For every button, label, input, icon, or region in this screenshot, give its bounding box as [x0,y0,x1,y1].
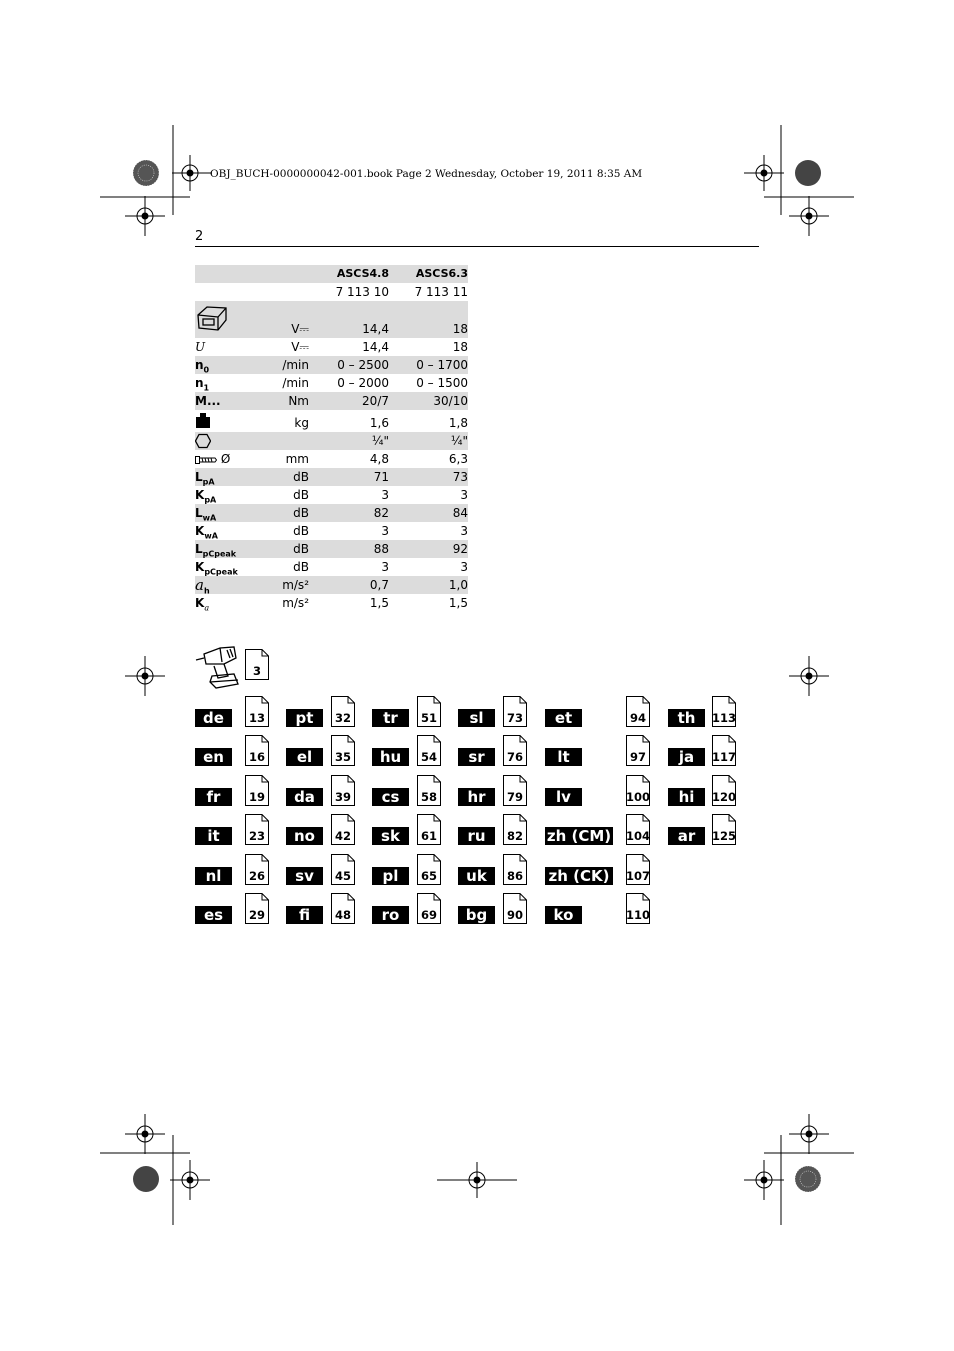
language-label: th [668,709,705,727]
page-number-label: 23 [248,829,265,843]
language-label: de [195,709,232,727]
page-number-label: 120 [712,790,737,804]
table-row: V⎓ 14,4 18 [195,301,468,338]
page-reference-icon [417,814,441,845]
page-reference-icon [626,854,650,885]
page-number-label: 117 [712,750,737,764]
page-reference-icon [331,775,355,806]
order-number: 7 113 10 [335,285,389,299]
spec-table [195,265,468,612]
page-number-label: 26 [248,869,265,883]
table-row: U V⎓ 14,4 18 [195,340,468,354]
language-label: no [286,827,323,845]
language-label: sl [458,709,495,727]
weight-icon [195,412,211,434]
page-reference-icon [626,893,650,924]
language-label: ru [458,827,495,845]
page-reference-icon [503,696,527,727]
table-row: M... Nm 20/7 30/10 [195,394,468,408]
page-reference-icon [245,735,269,766]
order-number-row [195,283,468,301]
page-number-label: 29 [248,908,265,922]
language-label: ja [668,748,705,766]
language-label: fr [195,788,232,806]
table-row: $n_0$ /min 0 – 2500 0 – 1700 [195,358,468,375]
language-label: lv [545,788,582,806]
page-number-label: 58 [420,790,437,804]
page-reference-icon [712,814,736,845]
language-label: da [286,788,323,806]
page-number-label: 73 [506,711,523,725]
language-label: sv [286,867,323,885]
language-label: nl [195,867,232,885]
page-reference-icon [331,696,355,727]
table-row: $K_a$ m/s² 1,5 1,5 [195,596,468,613]
page-reference-icon [331,893,355,924]
print-file-info: OBJ_BUCH-0000000042-001.book Page 2 Wednesday, October 19, 2011 8:35 AM [210,168,643,180]
page-number-label: 35 [334,750,351,764]
page-reference-icon [503,814,527,845]
language-label: fi [286,906,323,924]
page-number-label: 90 [506,908,523,922]
model-header-row [195,265,468,283]
page-number-label: 82 [506,829,523,843]
page-number-label: 39 [334,790,351,804]
page-number-label: 86 [506,869,523,883]
language-label: tr [372,709,409,727]
page-reference-icon [712,735,736,766]
page-number-label: 104 [626,829,651,843]
page-reference-icon [417,735,441,766]
language-label: lt [545,748,582,766]
page-reference-icon [626,775,650,806]
model-name: ASCS6.3 [415,267,468,280]
table-row: $L_{pCpeak}$ dB 88 92 [195,542,468,559]
page-number-label: 54 [420,750,437,764]
page-reference-icon [331,735,355,766]
page-number-label: 97 [629,750,646,764]
table-row: $K_{wA}$ dB 3 3 [195,524,468,541]
table-row: $K_{pA}$ dB 3 3 [195,488,468,505]
page-reference-icon [503,735,527,766]
page-reference-icon [417,893,441,924]
page-reference-icon [331,854,355,885]
language-label: hu [372,748,409,766]
language-label: bg [458,906,495,924]
language-label: ko [545,906,582,924]
page-reference-icon: 3 [245,649,269,680]
table-row: ¼" ¼" [195,432,468,450]
language-label: el [286,748,323,766]
page-reference-icon [417,854,441,885]
page-reference-icon [712,696,736,727]
page-number-label: 19 [248,790,265,804]
table-row: $L_{pA}$ dB 71 73 [195,470,468,487]
page-number-label: 42 [334,829,351,843]
page-reference-icon [503,854,527,885]
page-number-label: 45 [334,869,351,883]
table-row: $n_1$ /min 0 – 2000 0 – 1500 [195,376,468,393]
screw-icon [195,455,217,465]
language-label: hi [668,788,705,806]
page-number-label: 16 [248,750,265,764]
page-reference-icon [245,854,269,885]
page-reference-icon [626,735,650,766]
language-label: cs [372,788,409,806]
page-number-label: 13 [248,711,265,725]
page-number-label: 69 [420,908,437,922]
order-number: 7 113 11 [414,285,468,299]
page-reference-icon [503,775,527,806]
page-number-label: 76 [506,750,523,764]
language-label: ro [372,906,409,924]
drill-illustration-icon [194,642,240,690]
page-reference-icon [503,893,527,924]
language-label: sk [372,827,409,845]
model-name: ASCS4.8 [336,267,389,280]
page-reference-icon [245,696,269,727]
page-number-label: 113 [712,711,737,725]
page-number-label: 79 [506,790,523,804]
page-number-label: 94 [629,711,646,725]
page-reference-icon [245,775,269,806]
language-label: et [545,709,582,727]
page-number-label: 65 [420,869,437,883]
table-row: kg 1,6 1,8 [195,410,468,432]
language-label: hr [458,788,495,806]
language-label: pt [286,709,323,727]
page-reference-icon [331,814,355,845]
table-row: $a_h$ m/s² 0,7 1,0 [195,576,468,596]
language-label: zh (CM) [546,827,612,845]
language-label: uk [458,867,495,885]
page-reference-icon [417,696,441,727]
table-row: $L_{wA}$ dB 82 84 [195,506,468,523]
page-number-label: 32 [334,711,351,725]
page-number-label: 51 [420,711,437,725]
page-reference-icon [712,775,736,806]
language-label: es [195,906,232,924]
page-number-label: 107 [626,869,651,883]
page-number-label: 125 [712,829,737,843]
page-reference-icon [245,893,269,924]
page-number-label: 61 [420,829,437,843]
page-reference-icon [626,696,650,727]
header-rule [195,246,759,247]
language-label: ar [668,827,705,845]
language-label: sr [458,748,495,766]
page-number-label: 100 [626,790,651,804]
page-reference-icon [245,814,269,845]
language-label: pl [372,867,409,885]
language-label: it [195,827,232,845]
page-reference-icon [417,775,441,806]
battery-pack-icon [195,303,229,340]
page-reference-icon [626,814,650,845]
page-number-label: 110 [626,908,651,922]
page-number: 2 [195,229,204,244]
page-number-label: 48 [334,908,351,922]
table-row: Ø mm 4,8 6,3 [195,450,468,468]
table-row: $K_{pCpeak}$ dB 3 3 [195,560,468,577]
language-label: en [195,748,232,766]
language-label: zh (CK) [545,867,613,885]
